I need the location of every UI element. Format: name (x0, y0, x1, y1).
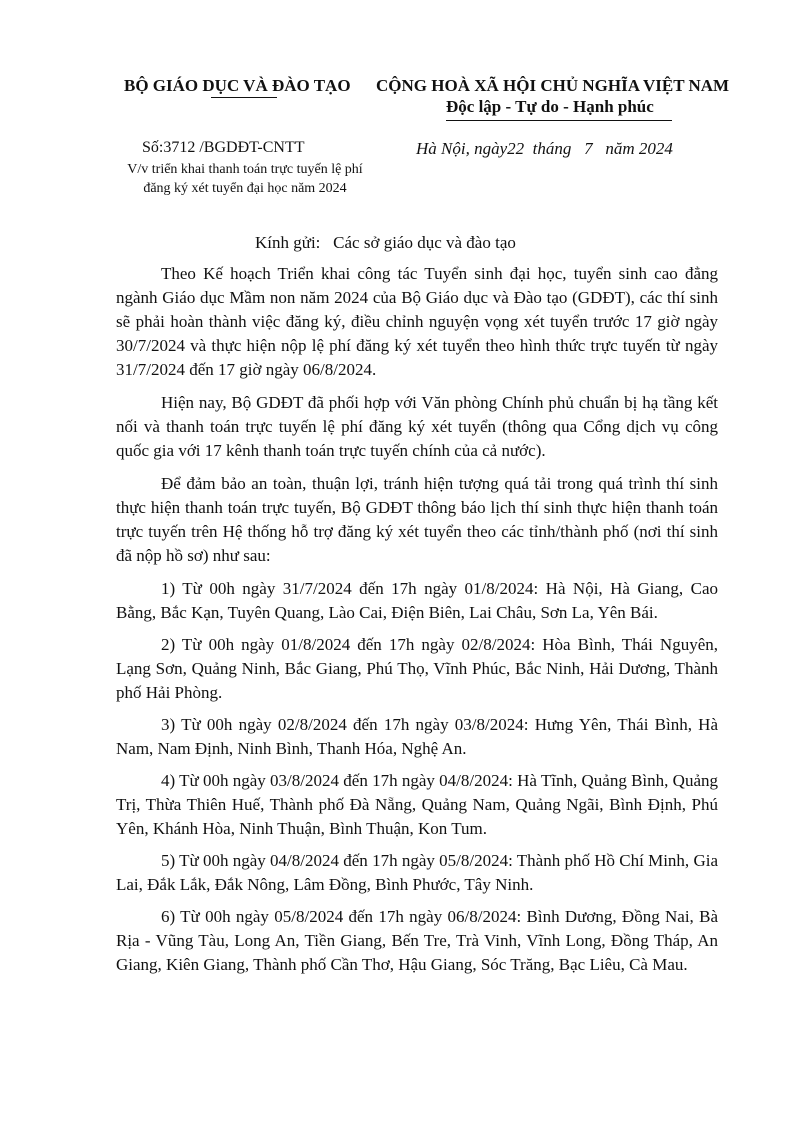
national-motto: Độc lập - Tự do - Hạnh phúc (446, 97, 654, 116)
ministry-underline (211, 97, 277, 98)
document-subject (100, 160, 390, 198)
schedule-item-3: 3) Từ 00h ngày 02/8/2024 đến 17h ngày 03/8/2024: Hưng Yên, Thái Bình, Hà Nam, Nam Định, Ninh Bình, Thanh Hóa, Nghệ An. (116, 715, 718, 758)
subject-line-1: V/v triển khai thanh toán trực tuyến lệ phí (127, 162, 363, 177)
subject-line-2: đăng ký xét tuyển đại học năm 2024 (143, 181, 347, 196)
issue-date: Hà Nội, ngày22 tháng 7 năm 2024 (416, 139, 673, 158)
body-paragraph-2: Hiện nay, Bộ GDĐT đã phối hợp với Văn phòng Chính phủ chuẩn bị hạ tầng kết nối và thanh toán trực tuyến lệ phí đăng ký xét tuyển (thông qua Cổng dịch vụ công quốc gia với 17 kênh thanh toán trực tuyến chính của cả nước). (116, 393, 718, 460)
schedule-item-6: 6) Từ 00h ngày 05/8/2024 đến 17h ngày 06/8/2024: Bình Dương, Đồng Nai, Bà Rịa - Vũng Tàu, Long An, Tiền Giang, Bến Tre, Trà Vinh, Vĩnh Long, Đồng Tháp, An Giang, Kiên Giang, Thành phố Cần Thơ, Hậu Giang, Sóc Trăng, Bạc Liêu, Cà Mau. (116, 907, 718, 974)
body-paragraph-3: Để đảm bảo an toàn, thuận lợi, tránh hiện tượng quá tải trong quá trình thí sinh thực hiện thanh toán trực tuyến, Bộ GDĐT thông báo lịch thí sinh thực hiện thanh toán trực tuyến trên Hệ thống hỗ trợ đăng ký xét tuyển theo các tỉnh/thành phố (nơi thí sinh đã nộp hồ sơ) như sau: (116, 474, 718, 565)
body-paragraph-1: Theo Kế hoạch Triển khai công tác Tuyển sinh đại học, tuyển sinh cao đẳng ngành Giáo dục Mầm non năm 2024 của Bộ Giáo dục và Đào tạo (GDĐT), các thí sinh sẽ phải hoàn thành việc đăng ký, điều chỉnh nguyện vọng xét tuyển trước 17 giờ ngày 30/7/2024 và thực hiện nộp lệ phí đăng ký xét tuyển theo hình thức trực tuyến từ ngày 31/7/2024 đến 17 giờ ngày 06/8/2024. (116, 264, 718, 379)
schedule-item-2: 2) Từ 00h ngày 01/8/2024 đến 17h ngày 02/8/2024: Hòa Bình, Thái Nguyên, Lạng Sơn, Quảng Ninh, Bắc Giang, Phú Thọ, Vĩnh Phúc, Bắc Ninh, Hải Dương, Thành phố Hải Phòng. (116, 635, 718, 702)
schedule-item-4: 4) Từ 00h ngày 03/8/2024 đến 17h ngày 04/8/2024: Hà Tĩnh, Quảng Bình, Quảng Trị, Thừa Thiên Huế, Thành phố Đà Nẵng, Quảng Nam, Quảng Ngãi, Bình Định, Phú Yên, Khánh Hòa, Ninh Thuận, Bình Thuận, Kon Tum. (116, 771, 718, 838)
addressee: Kính gửi: Các sở giáo dục và đào tạo (255, 233, 516, 252)
schedule-item-1: 1) Từ 00h ngày 31/7/2024 đến 17h ngày 01/8/2024: Hà Nội, Hà Giang, Cao Bằng, Bắc Kạn, Tuyên Quang, Lào Cai, Điện Biên, Lai Châu, Sơn La, Yên Bái. (116, 579, 718, 622)
republic-name: CỘNG HOÀ XÃ HỘI CHỦ NGHĨA VIỆT NAM (376, 76, 730, 95)
motto-underline (446, 120, 672, 121)
schedule-item-5: 5) Từ 00h ngày 04/8/2024 đến 17h ngày 05/8/2024: Thành phố Hồ Chí Minh, Gia Lai, Đắk Lắk, Đắk Nông, Lâm Đồng, Bình Phước, Tây Ninh. (116, 851, 718, 894)
ministry-name: BỘ GIÁO DỤC VÀ ĐÀO TẠO (124, 76, 351, 95)
document-number: Số:3712 /BGDĐT-CNTT (142, 139, 305, 156)
document-body (116, 262, 718, 985)
